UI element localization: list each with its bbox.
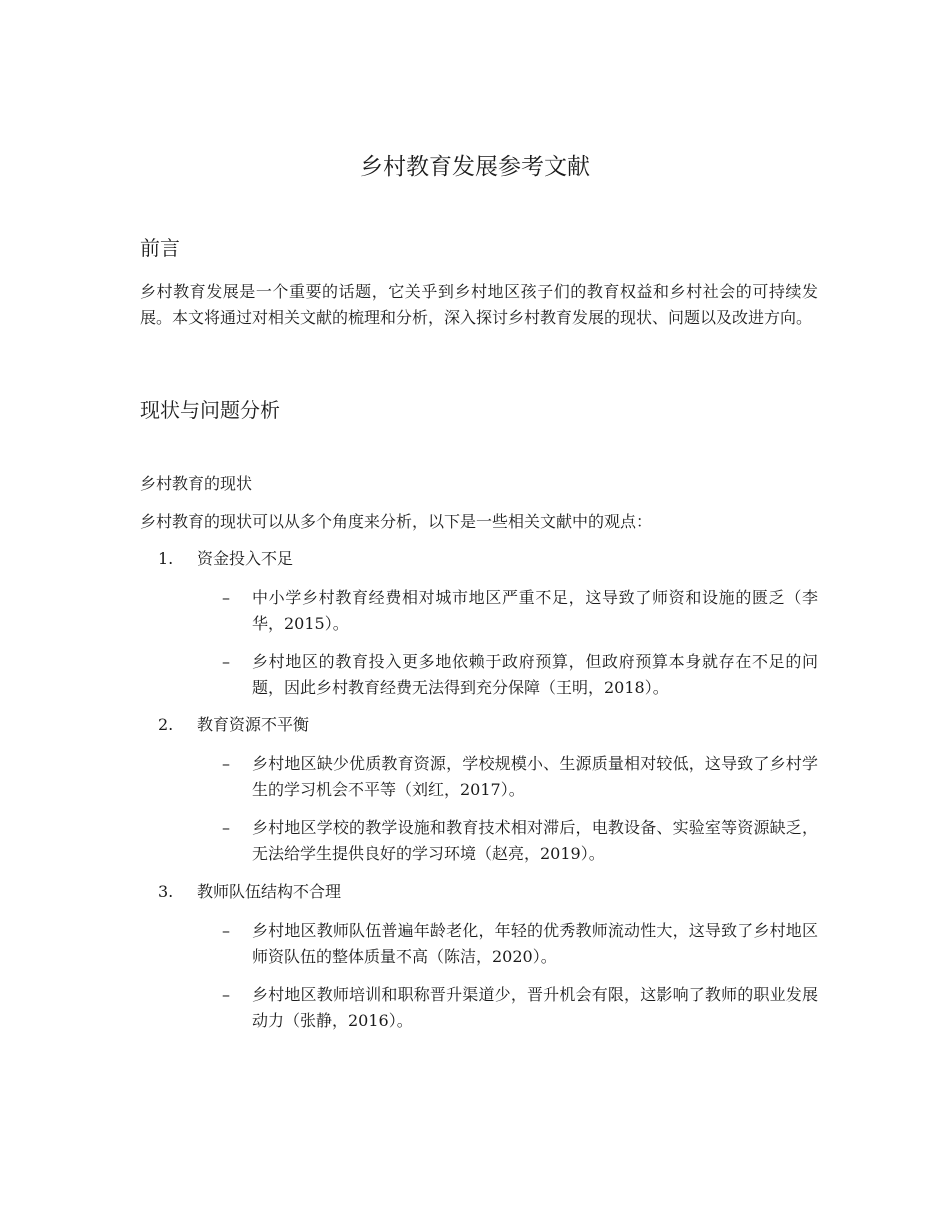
bullet-dash: – bbox=[222, 652, 230, 671]
bullet-dash: – bbox=[222, 985, 230, 1004]
list-item-number: 3. bbox=[158, 882, 174, 901]
bullet-text: 乡村地区教师队伍普遍年龄老化，年轻的优秀教师流动性大，这导致了乡村地区师资队伍的整体质量不高（陈洁，2020）。 bbox=[252, 921, 818, 966]
bullet-text: 乡村地区学校的教学设施和教育技术相对滞后，电教设备、实验室等资源缺乏，无法给学生提供良好的学习环境（赵亮，2019）。 bbox=[252, 818, 818, 863]
bullet-text: 乡村地区的教育投入更多地依赖于政府预算，但政府预算本身就存在不足的问题，因此乡村教育经费无法得到充分保障（王明，2018）。 bbox=[252, 652, 818, 697]
bullet-dash: – bbox=[222, 588, 230, 607]
preface-paragraph: 乡村教育发展是一个重要的话题，它关乎到乡村地区孩子们的教育权益和乡村社会的可持续发展。本文将通过对相关文献的梳理和分析，深入探讨乡村教育发展的现状、问题以及改进方向。 bbox=[140, 282, 818, 327]
bullet-text: 中小学乡村教育经费相对城市地区严重不足，这导致了师资和设施的匮乏（李华，2015）。 bbox=[252, 588, 818, 633]
bullet-text: 乡村地区缺少优质教育资源，学校规模小、生源质量相对较低，这导致了乡村学生的学习机会不平等（刘红，2017）。 bbox=[252, 754, 818, 799]
list-item-label: 资金投入不足 bbox=[197, 549, 294, 568]
status-subheading: 乡村教育的现状 bbox=[140, 474, 253, 493]
list-item-number: 2. bbox=[158, 715, 174, 734]
bullet-dash: – bbox=[222, 754, 230, 773]
document-title: 乡村教育发展参考文献 bbox=[360, 154, 590, 180]
bullet-dash: – bbox=[222, 818, 230, 837]
preface-heading: 前言 bbox=[140, 236, 180, 260]
bullet-text: 乡村地区教师培训和职称晋升渠道少，晋升机会有限，这影响了教师的职业发展动力（张静，2016）。 bbox=[252, 985, 818, 1030]
list-item-label: 教师队伍结构不合理 bbox=[197, 882, 342, 901]
status-intro: 乡村教育的现状可以从多个角度来分析，以下是一些相关文献中的观点： bbox=[140, 512, 653, 531]
list-item-label: 教育资源不平衡 bbox=[197, 715, 310, 734]
analysis-heading: 现状与问题分析 bbox=[140, 398, 280, 422]
list-item-number: 1. bbox=[158, 549, 174, 568]
bullet-dash: – bbox=[222, 921, 230, 940]
